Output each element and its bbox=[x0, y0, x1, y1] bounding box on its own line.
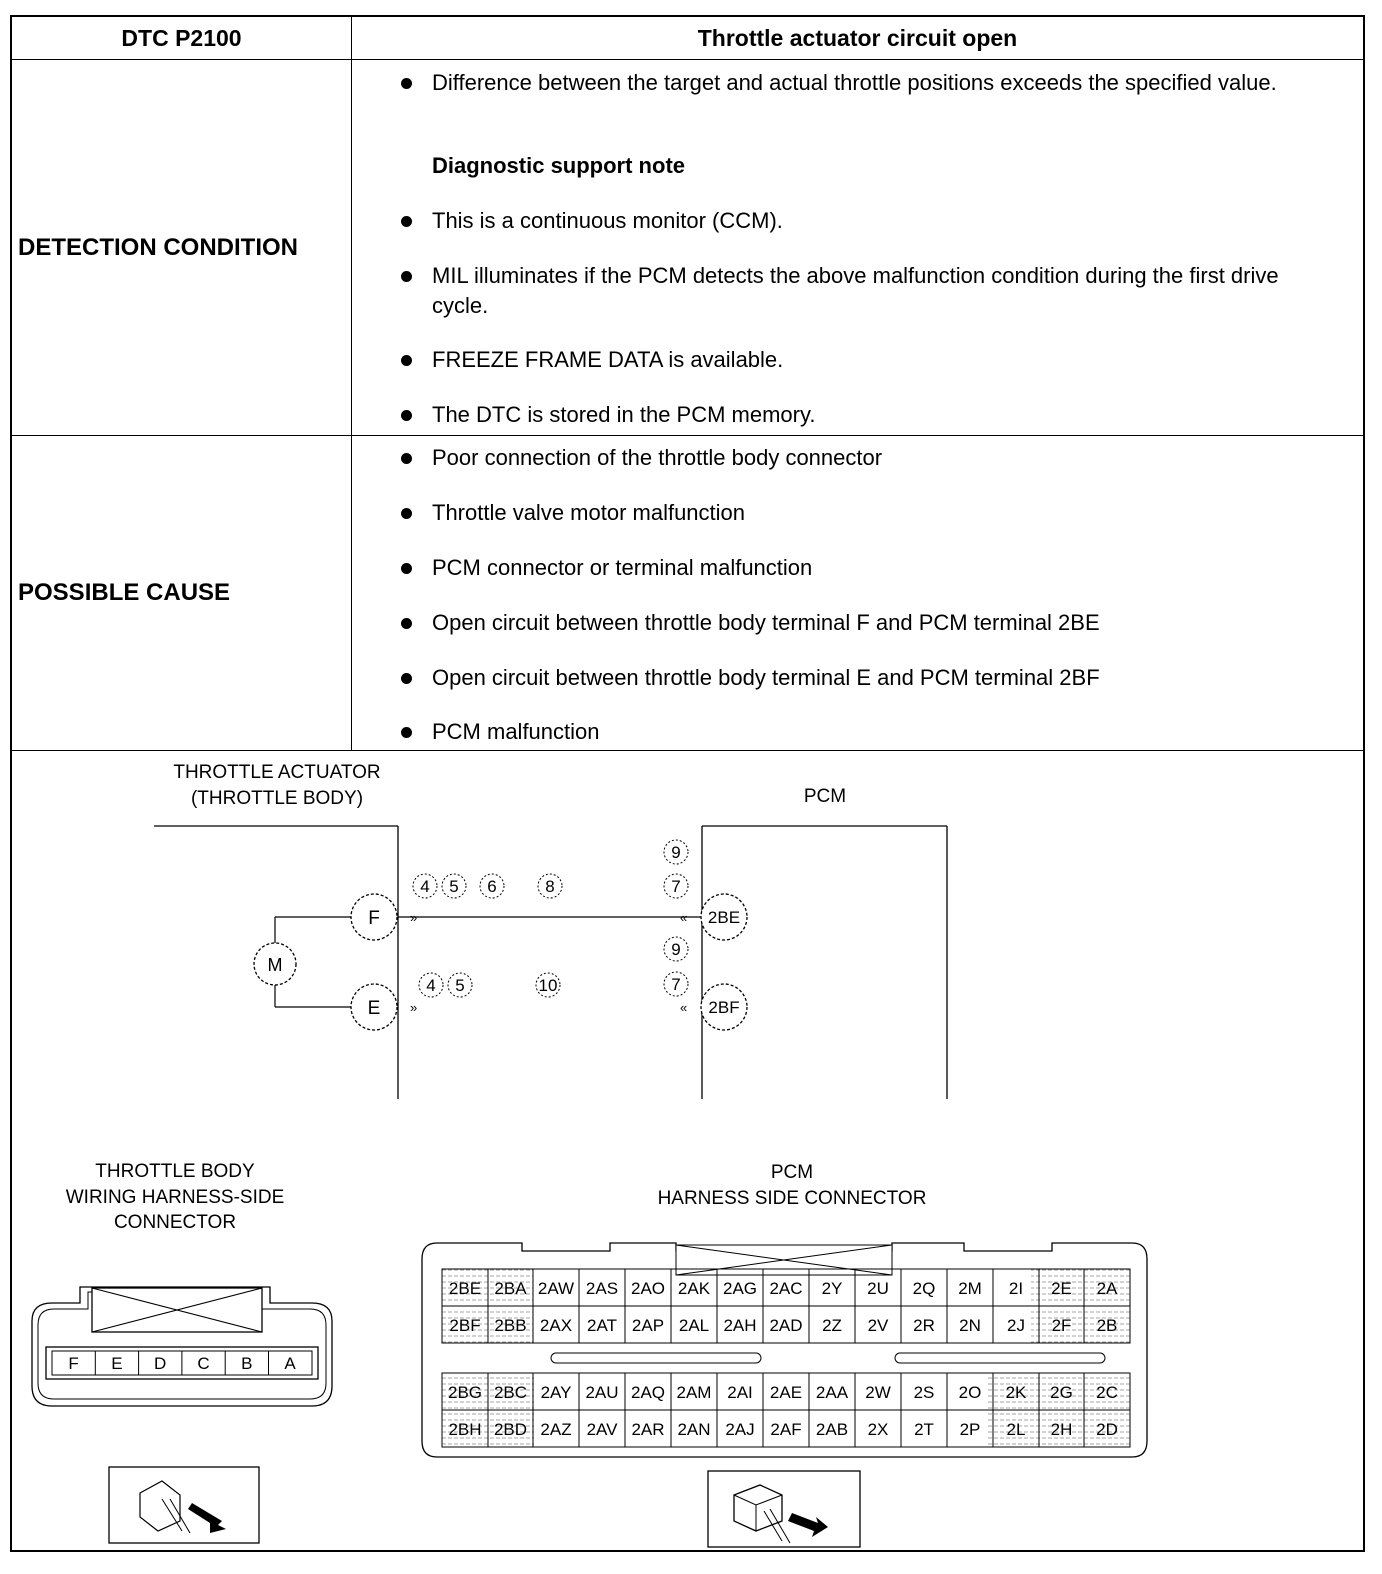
detection-condition-row bbox=[12, 60, 1363, 436]
pcm-pin-2G: 2G bbox=[1050, 1383, 1073, 1402]
step-marker: 4 bbox=[426, 976, 436, 995]
pcm-pin-2AZ: 2AZ bbox=[540, 1420, 572, 1439]
step-marker: 8 bbox=[545, 877, 555, 896]
connector-chevron: « bbox=[680, 1000, 688, 1015]
terminal-e-label: E bbox=[367, 998, 381, 1019]
pcm-pin-2D: 2D bbox=[1096, 1420, 1118, 1439]
pcm-pin-2AE: 2AE bbox=[769, 1383, 803, 1402]
pcm-pin-2K: 2K bbox=[1005, 1383, 1027, 1402]
pcm-pin-2AU: 2AU bbox=[585, 1383, 619, 1402]
pcm-terminal-2be-label: 2BE bbox=[707, 908, 741, 927]
note-item: The DTC is stored in the PCM memory. bbox=[432, 400, 1339, 430]
diagnostic-note-heading: Diagnostic support note bbox=[432, 153, 685, 178]
pcm-pin-2AY: 2AY bbox=[540, 1383, 572, 1402]
dtc-table bbox=[10, 15, 1365, 1552]
pcm-pin-2T: 2T bbox=[914, 1420, 934, 1439]
note-item: MIL illuminates if the PCM detects the above malfunction condition during the first drive cycle. bbox=[432, 261, 1339, 321]
pcm-pin-2BA: 2BA bbox=[494, 1279, 527, 1298]
pcm-pin-2AQ: 2AQ bbox=[630, 1383, 666, 1402]
pcm-pin-2AV: 2AV bbox=[586, 1420, 618, 1439]
tb-connector-title: CONNECTOR bbox=[113, 1212, 237, 1233]
cause-item: Poor connection of the throttle body connector bbox=[432, 443, 1339, 473]
pcm-pin-2AL: 2AL bbox=[678, 1316, 710, 1335]
detection-condition-label: DETECTION CONDITION bbox=[18, 233, 298, 261]
pcm-pin-2AC: 2AC bbox=[769, 1279, 803, 1298]
pcm-pin-2AX: 2AX bbox=[539, 1316, 573, 1335]
cause-item: Open circuit between throttle body terminal E and PCM terminal 2BF bbox=[432, 663, 1339, 693]
pcm-pin-2AR: 2AR bbox=[631, 1420, 665, 1439]
pcm-pin-2J: 2J bbox=[1007, 1316, 1025, 1335]
step-marker: 6 bbox=[487, 877, 497, 896]
cause-item: PCM malfunction bbox=[432, 717, 1339, 747]
pcm-pin-2AM: 2AM bbox=[676, 1383, 712, 1402]
pcm-pin-2AP: 2AP bbox=[631, 1316, 665, 1335]
pcm-pin-2AO: 2AO bbox=[630, 1279, 666, 1298]
possible-cause-label: POSSIBLE CAUSE bbox=[18, 579, 231, 606]
tb-pin-A: A bbox=[284, 1354, 296, 1373]
pcm-connector-title: PCM bbox=[770, 1162, 814, 1183]
step-marker: 9 bbox=[671, 843, 681, 862]
pcm-pin-2BF: 2BF bbox=[449, 1316, 481, 1335]
tb-connector-title: WIRING HARNESS-SIDE bbox=[65, 1187, 285, 1208]
cause-item: Throttle valve motor malfunction bbox=[432, 498, 1339, 528]
pcm-pin-2AA: 2AA bbox=[815, 1383, 849, 1402]
tb-pin-D: D bbox=[154, 1354, 167, 1373]
pcm-pin-2O: 2O bbox=[958, 1383, 982, 1402]
pcm-pin-2BC: 2BC bbox=[493, 1383, 528, 1402]
header-row bbox=[12, 17, 1363, 60]
tb-pin-F: F bbox=[68, 1354, 79, 1373]
pcm-pin-2A: 2A bbox=[1096, 1279, 1118, 1298]
motor-label: M bbox=[267, 955, 283, 975]
pcm-pin-2Q: 2Q bbox=[912, 1279, 936, 1298]
tb-pin-E: E bbox=[111, 1354, 123, 1373]
detection-main-bullet: Difference between the target and actual throttle positions exceeds the specified value. bbox=[432, 68, 1339, 98]
pcm-pin-2W: 2W bbox=[865, 1383, 891, 1402]
pcm-connector-title: HARNESS SIDE CONNECTOR bbox=[657, 1188, 927, 1209]
pcm-pin-2E: 2E bbox=[1051, 1279, 1072, 1298]
pcm-pin-2AI: 2AI bbox=[727, 1383, 753, 1402]
step-marker: 5 bbox=[455, 976, 465, 995]
pcm-pin-2Z: 2Z bbox=[822, 1316, 842, 1335]
step-marker: 7 bbox=[671, 975, 681, 994]
pcm-pin-2V: 2V bbox=[867, 1316, 889, 1335]
actuator-subtitle: (THROTTLE BODY) bbox=[190, 788, 364, 809]
wiring-diagram bbox=[12, 751, 1363, 1550]
actuator-title: THROTTLE ACTUATOR bbox=[173, 762, 381, 783]
dtc-code: DTC P2100 bbox=[121, 24, 242, 51]
tb-connector bbox=[32, 1287, 332, 1406]
pcm-pin-2X: 2X bbox=[867, 1420, 889, 1439]
pcm-pin-2AS: 2AS bbox=[585, 1279, 619, 1298]
pcm-pin-2AW: 2AW bbox=[537, 1279, 575, 1298]
pcm-pin-2P: 2P bbox=[959, 1420, 981, 1439]
pcm-pin-2F: 2F bbox=[1051, 1316, 1072, 1335]
step-marker: 10 bbox=[538, 976, 558, 995]
pcm-pin-2AN: 2AN bbox=[677, 1420, 711, 1439]
connector-chevron: » bbox=[410, 910, 418, 925]
tb-pin-B: B bbox=[241, 1354, 253, 1373]
pcm-pin-2AB: 2AB bbox=[815, 1420, 849, 1439]
cause-item: PCM connector or terminal malfunction bbox=[432, 553, 1339, 583]
pcm-pin-2S: 2S bbox=[913, 1383, 935, 1402]
pcm-pin-2AK: 2AK bbox=[677, 1279, 711, 1298]
pcm-pin-2BE: 2BE bbox=[448, 1279, 482, 1298]
pcm-pin-2BG: 2BG bbox=[447, 1383, 483, 1402]
pcm-pin-2I: 2I bbox=[1008, 1279, 1024, 1298]
pcm-connector-view-icon bbox=[708, 1471, 860, 1547]
step-marker: 4 bbox=[420, 877, 430, 896]
pcm-pin-2B: 2B bbox=[1096, 1316, 1118, 1335]
connector-chevron: » bbox=[410, 1000, 418, 1015]
pcm-pin-2L: 2L bbox=[1006, 1420, 1026, 1439]
pcm-pin-2N: 2N bbox=[959, 1316, 981, 1335]
connector-chevron: « bbox=[680, 910, 688, 925]
terminal-f-label: F bbox=[368, 908, 380, 929]
pcm-pin-2AT: 2AT bbox=[587, 1316, 617, 1335]
pcm-pin-2H: 2H bbox=[1050, 1420, 1073, 1439]
cause-item: Open circuit between throttle body terminal F and PCM terminal 2BE bbox=[432, 608, 1339, 638]
pcm-pin-2C: 2C bbox=[1096, 1383, 1118, 1402]
possible-cause-row bbox=[12, 436, 1363, 751]
note-item: FREEZE FRAME DATA is available. bbox=[432, 345, 1339, 375]
pcm-pin-2BD: 2BD bbox=[493, 1420, 528, 1439]
pcm-pin-2BB: 2BB bbox=[494, 1316, 527, 1335]
pcm-pin-2AF: 2AF bbox=[770, 1420, 802, 1439]
dtc-title: Throttle actuator circuit open bbox=[697, 24, 1018, 51]
pcm-pin-2R: 2R bbox=[913, 1316, 935, 1335]
step-marker: 7 bbox=[671, 877, 681, 896]
pcm-pin-2AH: 2AH bbox=[723, 1316, 757, 1335]
pcm-pin-2U: 2U bbox=[867, 1279, 889, 1298]
pcm-pin-2M: 2M bbox=[958, 1279, 982, 1298]
pcm-pin-2AG: 2AG bbox=[722, 1279, 758, 1298]
pcm-pin-2BH: 2BH bbox=[448, 1420, 482, 1439]
note-item: This is a continuous monitor (CCM). bbox=[432, 206, 1339, 236]
tb-connector-title: THROTTLE BODY bbox=[95, 1161, 255, 1182]
pcm-pin-2AJ: 2AJ bbox=[725, 1420, 755, 1439]
tb-connector-view-icon bbox=[109, 1467, 259, 1543]
tb-pin-C: C bbox=[197, 1354, 210, 1373]
pcm-pin-2AD: 2AD bbox=[769, 1316, 803, 1335]
step-marker: 9 bbox=[671, 940, 681, 959]
pcm-title: PCM bbox=[803, 786, 847, 807]
step-marker: 5 bbox=[449, 877, 459, 896]
pcm-pin-2Y: 2Y bbox=[821, 1279, 843, 1298]
pcm-terminal-2bf-label: 2BF bbox=[708, 998, 740, 1017]
